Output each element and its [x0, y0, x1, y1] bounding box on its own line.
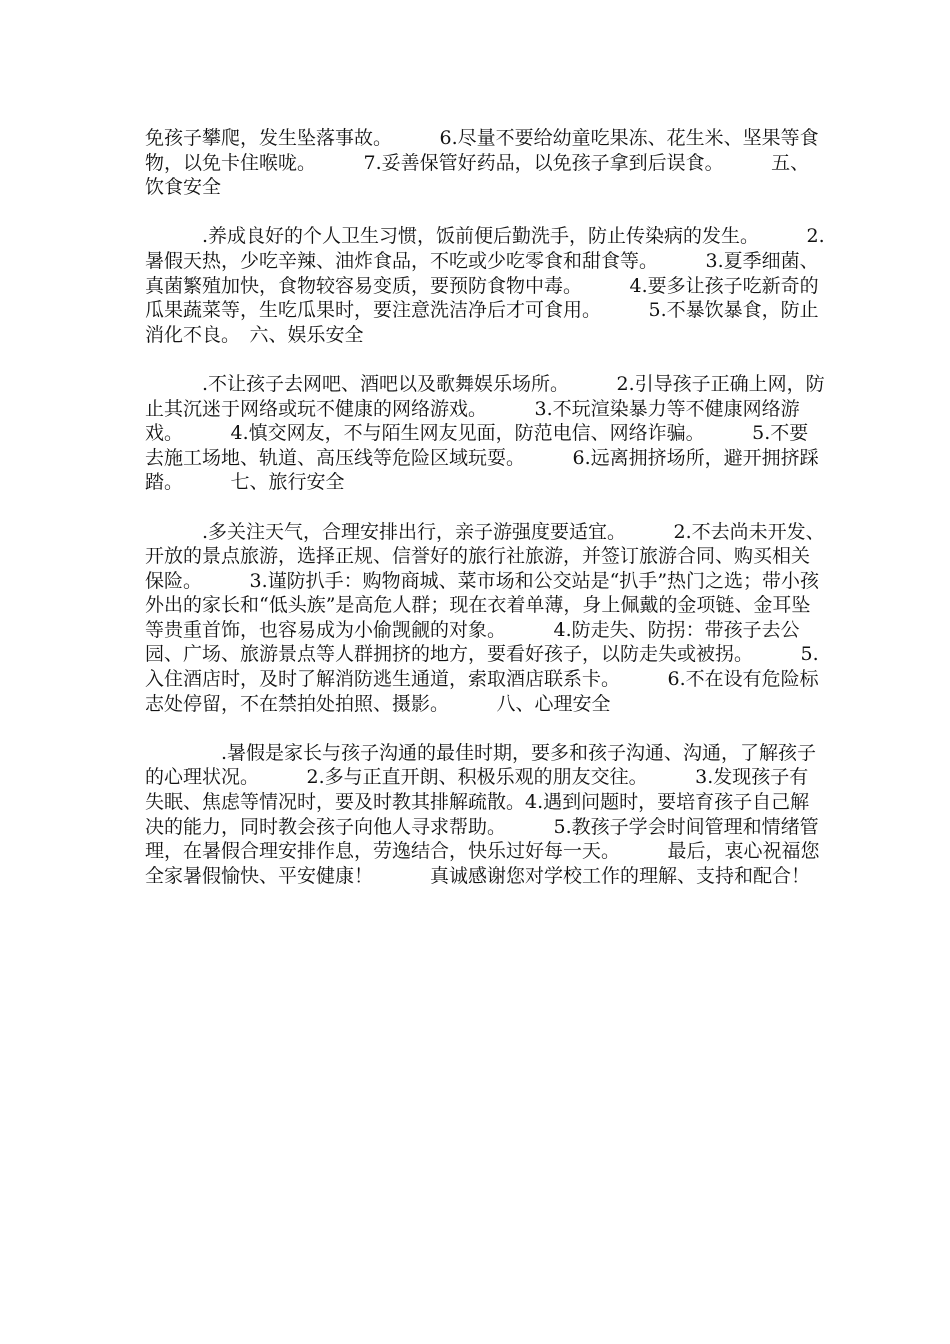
paragraph-entertainment-safety: .不让孩子去网吧、酒吧以及歌舞娱乐场所。 2.引导孩子正确上网，防止其沉迷于网络或玩不健康的网络游戏。 3.不玩渲染暴力等不健康网络游戏。 4.慎交网友，不与陌生网友见面，防范电信、网络诈骗。 5.不要去施工场地、轨道、高压线等危险区域玩耍。 6.远离拥挤场所，避开拥挤踩踏。 七、旅行安全 [145, 372, 825, 494]
paragraph-diet-safety: .养成良好的个人卫生习惯，饭前便后勤洗手，防止传染病的发生。 2.暑假天热，少吃辛辣、油炸食品，不吃或少吃零食和甜食等。 3.夏季细菌、真菌繁殖加快，食物较容易变质，要预防食物中毒。 4.要多让孩子吃新奇的瓜果蔬菜等，生吃瓜果时，要注意洗洁净后才可食用。 5.不暴饮暴食，防止消化不良。 六、娱乐安全 [145, 225, 825, 346]
paragraph-gap [145, 347, 825, 372]
paragraph-travel-safety: .多关注天气，合理安排出行，亲子游强度要适宜。 2.不去尚未开发、开放的景点旅游，选择正规、信誉好的旅行社旅游，并签订旅游合同、购买相关保险。 3.谨防扒手：购物商城、菜市场和公交站是“扒手”热门之选；带小孩外出的家长和“低头族”是高危人群；现在衣着单薄，身上佩戴的金项链、金耳坠等贵重首饰，也容易成为小偷觊觎的对象。 4.防走失、防拐：带孩子去公园、广场、旅游景点等人群拥挤的地方，要看好孩子，以防走失或被拐。 5.入住酒店时，及时了解消防逃生通道，索取酒店联系卡。 6.不在设有危险标志处停留，不在禁拍处拍照、摄影。 八、心理安全 [145, 520, 825, 715]
paragraph-home-and-diet-safety: 免孩子攀爬，发生坠落事故。 6.尽量不要给幼童吃果冻、花生米、坚果等食物，以免卡住喉咙。 7.妥善保管好药品，以免孩子拿到后误食。 五、饮食安全 [145, 127, 819, 199]
paragraph-gap [145, 495, 825, 520]
document-body [145, 126, 825, 888]
paragraph-psychological-safety: .暑假是家长与孩子沟通的最佳时期，要多和孩子沟通、沟通，了解孩子的心理状况。 2.多与正直开朗、积极乐观的朋友交往。 3.发现孩子有失眠、焦虑等情况时，要及时教其排解疏散。4.遇到问题时，要培育孩子自己解决的能力，同时教会孩子向他人寻求帮助。 5.教孩子学会时间管理和情绪管理，在暑假合理安排作息，劳逸结合，快乐过好每一天。 最后，衷心祝福您全家暑假愉快、平安健康！ 真诚感谢您对学校工作的理解、支持和配合！ [145, 741, 820, 887]
paragraph-gap [145, 716, 825, 741]
paragraph-gap [145, 200, 825, 225]
